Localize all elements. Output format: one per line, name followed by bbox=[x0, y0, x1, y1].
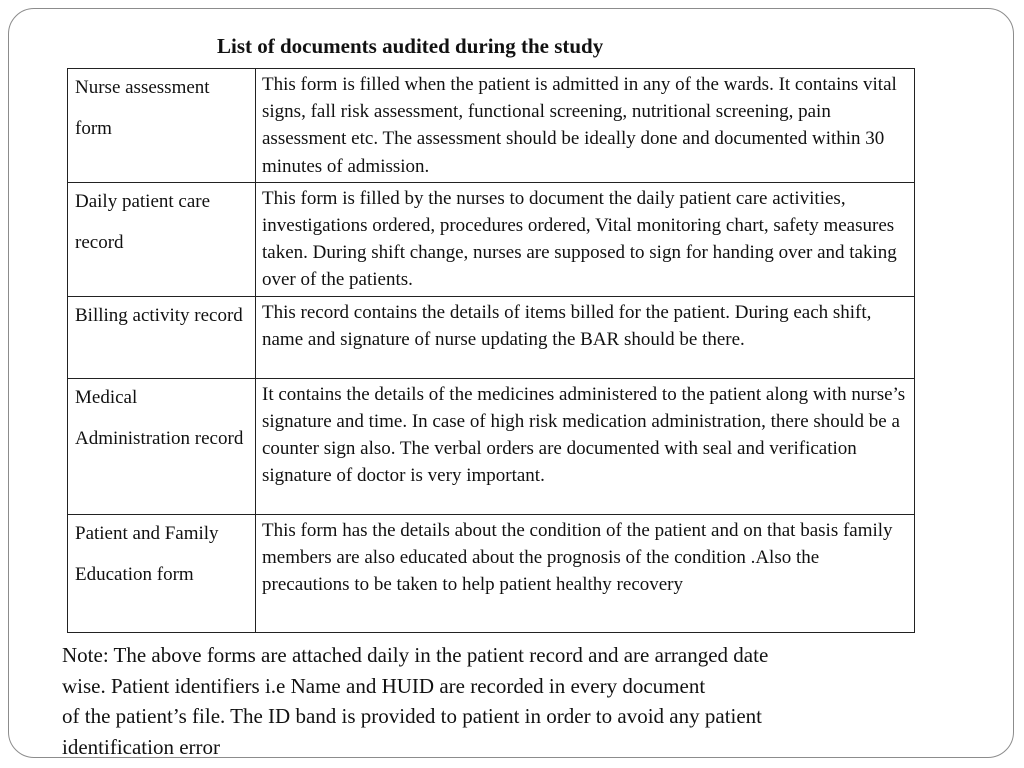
table-row bbox=[68, 296, 915, 378]
document-description: This form has the details about the condition of the patient and on that basis family members are also educated about the prognosis of the condition .Also the precautions to be taken to help patient healthy recovery bbox=[256, 514, 915, 632]
document-name: Patient and Family Education form bbox=[75, 522, 219, 585]
footnote-line: identification error bbox=[62, 734, 221, 759]
footnote bbox=[62, 640, 942, 762]
document-name: Daily patient care record bbox=[75, 190, 211, 253]
footnote-line: Note: The above forms are attached daily in the patient record and are arranged date bbox=[62, 643, 769, 667]
table-row bbox=[68, 514, 915, 632]
document-name-cell bbox=[68, 182, 256, 296]
document-name: Medical Administration record bbox=[75, 386, 244, 449]
document-description: This form is filled when the patient is admitted in any of the wards. It contains vital signs, fall risk assessment, functional screening, nutritional screening, pain assessment etc. The assessment should be ideally done and documented within 30 minutes of admission. bbox=[256, 69, 915, 183]
document-description: This record contains the details of items billed for the patient. During each shift, name and signature of nurse updating the BAR should be there. bbox=[256, 296, 915, 378]
footnote-line: of the patient’s file. The ID band is provided to patient in order to avoid any patient bbox=[62, 704, 763, 728]
document-name: Billing activity record bbox=[75, 304, 243, 326]
document-description: This form is filled by the nurses to document the daily patient care activities, investigations ordered, procedures ordered, Vital monitoring chart, safety measures taken. During shift change, nurses are supposed to sign for handing over and taking over of the patients. bbox=[256, 182, 915, 296]
footnote-line: wise. Patient identifiers i.e Name and HUID are recorded in every document bbox=[62, 673, 706, 698]
document-name-cell bbox=[68, 514, 256, 632]
table-row bbox=[68, 378, 915, 514]
documents-table bbox=[67, 68, 915, 633]
table-row bbox=[68, 182, 915, 296]
document-name: Nurse assessment form bbox=[75, 77, 210, 139]
document-description: It contains the details of the medicines administered to the patient along with nurse’s signature and time. In case of high risk medication administration, there should be a counter sign also. The verbal orders are documented with seal and verification signature of doctor is very important. bbox=[256, 378, 915, 514]
table-row bbox=[68, 69, 915, 183]
document-name-cell bbox=[68, 296, 256, 378]
page-title: List of documents audited during the study bbox=[217, 34, 604, 58]
document-name-cell bbox=[68, 69, 256, 183]
document-name-cell bbox=[68, 378, 256, 514]
